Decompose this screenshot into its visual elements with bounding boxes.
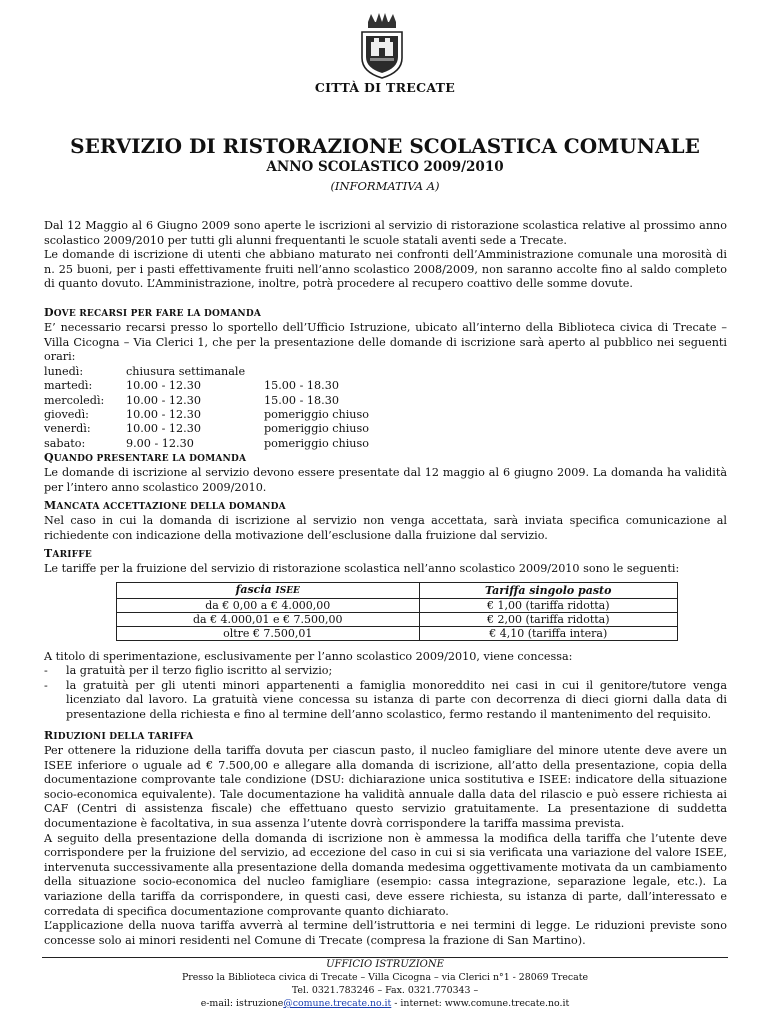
informativa-label: (INFORMATIVA A) — [330, 179, 440, 193]
list-item: - la gratuità per il terzo figlio iscritto al servizio; — [44, 664, 333, 678]
dove-section — [44, 306, 727, 451]
riduzioni-paragraph-2: A seguito della presentazione della domanda di iscrizione non è ammessa la modifica della tariffa che l’utente deve corrispondere per la fruizione del servizio, ad eccezione del caso in cui si sia verificata una variazione del valore ISEE, intervenuta successivamente alla presentazione della domanda medesima oggettivamente motivata da un cambiamento della situazione socio-economica del nucleo famigliare (esempio: cassa integrazione, separazione legale, etc.). La variazione della tariffa da corrispondere, in questi casi, deve essere richiesta, su istanza di parte, dall’interessato e corredata di specifica documentazione comprovante quanto dichiarato. — [44, 831, 727, 918]
quando-section — [44, 451, 727, 495]
riduzioni-paragraph-3: L’applicazione della nuova tariffa avverrà al termine dell’istruttoria e nei termini di legge. Le riduzioni previste sono concesse solo ai minori residenti nel Comune di Trecate (compresa la frazione di San Martino). — [44, 919, 727, 947]
footer-address: Presso la Biblioteca civica di Trecate – Villa Cicogna – via Clerici n°1 - 28069 Trecate — [181, 972, 589, 983]
tariffa-header: Tariffa singolo pasto — [419, 582, 677, 598]
mancata-text: Nel caso in cui la domanda di iscrizione al servizio non venga accettata, sarà inviata specifica comunicazione al richiedente con indicazione della motivazione dell’esclusione dalla fruizione dal servizio. — [44, 514, 727, 542]
intro-section — [44, 219, 727, 292]
document-title: SERVIZIO DI RISTORAZIONE SCOLASTICA COMUNALE — [70, 134, 700, 158]
riduzioni-section — [44, 729, 727, 948]
footer-phone: Tel. 0321.783246 – Fax. 0321.770343 – — [291, 985, 479, 996]
table-row: sabato: 9.00 - 12.30 pomeriggio chiuso — [44, 436, 369, 450]
footer — [0, 958, 770, 1010]
table-row: venerdì: 10.00 - 12.30 pomeriggio chiuso — [44, 422, 369, 436]
quando-text: Le domande di iscrizione al servizio devono essere presentate dal 12 maggio al 6 giugno 2009. La domanda ha validità per l’intero anno scolastico 2009/2010. — [44, 466, 727, 494]
city-crest-icon — [356, 12, 408, 80]
tariffe-heading: TARIFFE — [44, 547, 92, 560]
list-item: - la gratuità per gli utenti minori appartenenti a famiglia monoreddito nei casi in cui il genitore/tutore venga licenziato dal lavoro. La gratuità viene concessa su istanza di parte con decorrenza di dieci giorni dalla data di presentazione della richiesta e fino al termine dell’anno scolastico, fermo restando il mantenimento del requisito. — [44, 678, 727, 721]
tariffe-section — [44, 547, 727, 723]
tariffe-text: Le tariffe per la fruizione del servizio di ristorazione scolastica nell’anno scolastico 2009/2010 sono le seguenti: — [44, 562, 680, 575]
table-row: oltre € 7.500,01 € 4,10 (tariffa intera) — [117, 626, 678, 640]
dove-heading: DOVE RECARSI PER FARE LA DOMANDA — [44, 306, 262, 319]
riduzioni-paragraph-1: Per ottenere la riduzione della tariffa dovuta per ciascun pasto, il nucleo famigliare del minore utente deve avere un ISEE inferiore o uguale ad € 7.500,00 e allegare alla domanda di iscrizione, all’atto della presentazione, copia della documentazione comprovante tale condizione (DSU: dichiarazione unica sostitutiva e ISEE: indicatore della situazione socio-economica equivalente). Tale documentazione ha validità annuale dalla data del rilascio e può essere richiesta ai CAF (Centri di assistenza fiscale) che effettuano questo servizio gratuitamente. La presentazione di suddetta documentazione è facoltativa, in sua assenza l’utente dovrà corrispondere la tariffa massima prevista. — [44, 744, 727, 830]
table-row: lunedì: chiusura settimanale — [44, 364, 246, 378]
intro-paragraph-1: Dal 12 Maggio al 6 Giugno 2009 sono aperte le iscrizioni al servizio di ristorazione scolastica relative al prossimo anno scolastico 2009/2010 per tutti gli alunni frequentanti le scuole statali aventi sede a Trecate. — [44, 219, 727, 247]
quando-heading: QUANDO PRESENTARE LA DOMANDA — [44, 451, 247, 464]
mancata-heading: MANCATA ACCETTAZIONE DELLA DOMANDA — [44, 499, 286, 512]
table-row: da € 0,00 a € 4.000,00 € 1,00 (tariffa ridotta) — [117, 598, 678, 612]
table-header-row — [117, 582, 678, 598]
table-row: martedì: 10.00 - 12.30 15.00 - 18.30 — [44, 379, 339, 393]
email-link[interactable]: @comune.trecate.no.it — [283, 998, 392, 1009]
city-name: CITTÀ DI TRECATE — [314, 80, 456, 95]
dove-text: E’ necessario recarsi presso lo sportello dell’Ufficio Istruzione, ubicato all’interno della Biblioteca civica di Trecate – Villa Cicogna – Via Clerici 1, che per la presentazione delle domande di iscrizione sarà aperto al pubblico nei seguenti orari: — [44, 321, 727, 364]
footer-contacts: e-mail: istruzione@comune.trecate.no.it - internet: www.comune.trecate.no.it — [200, 998, 570, 1009]
intro-paragraph-2: Le domande di iscrizione di utenti che abbiano maturato nei confronti dell’Amministrazione comunale una morosità di n. 25 buoni, per i pasti effettivamente fruiti nell’anno scolastico 2008/2009, non saranno accolte fino al saldo completo di quanto dovuto. L’Amministrazione, inoltre, potrà procedere al recupero coattivo delle somme dovute. — [44, 248, 727, 291]
riduzioni-heading: RIDUZIONI DELLA TARIFFA — [44, 729, 194, 742]
tariffe-after-text: A titolo di sperimentazione, esclusivamente per l’anno scolastico 2009/2010, viene concessa: — [44, 649, 573, 663]
table-row: giovedì: 10.00 - 12.30 pomeriggio chiuso — [44, 408, 369, 421]
table-row: da € 4.000,01 e € 7.500,00 € 2,00 (tariffa ridotta) — [117, 612, 678, 626]
footer-office: UFFICIO ISTRUZIONE — [326, 959, 444, 970]
tariffe-table — [116, 582, 678, 641]
mancata-section — [44, 499, 727, 543]
school-year: ANNO SCOLASTICO 2009/2010 — [266, 159, 504, 175]
table-row: mercoledì: 10.00 - 12.30 15.00 - 18.30 — [44, 393, 339, 407]
opening-hours-table — [44, 365, 369, 451]
fascia-header: fascia ISEE — [117, 582, 420, 598]
